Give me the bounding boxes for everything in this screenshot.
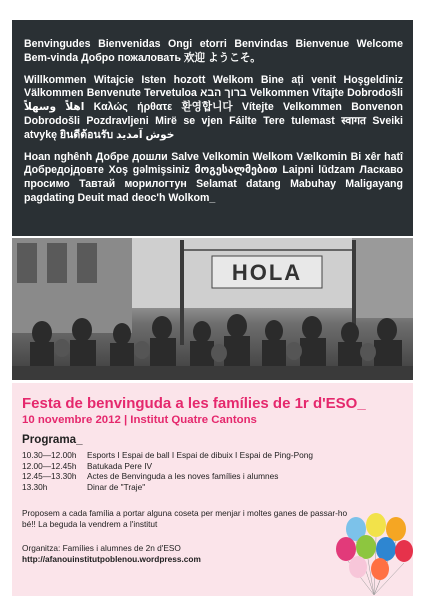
- event-date-venue: 10 novembre 2012 | Institut Quatre Cantons: [22, 414, 257, 426]
- schedule-row: [22, 482, 313, 493]
- schedule-time: 12.45—13.30h: [22, 471, 77, 482]
- welcome-panel: [12, 20, 413, 236]
- blog-link[interactable]: http://afanouinstitutpoblenou.wordpress.com: [22, 553, 201, 564]
- welcome-paragraph-2: Willkommen Witajcie Isten hozott Welkom Bine ați venit Hoşgeldiniz Välkommen Benvenute Tervetuloa ברוך הבא Velkommen Vítajte Dobrodošli اهلاً وسهلاً Καλώς ήρθατε 환영합니다 Vítejte Velkommen Bonvenon Dobrodošli Pozdravljeni Mirë se vjen Fáilte Tere tulemast स्वागत Sveiki atvykę ยินดีต้อนรับ خوش آمدید: [24, 73, 403, 141]
- schedule-time: 13.30h: [22, 481, 48, 492]
- welcome-paragraph-3: Hoan nghênh Добре дошли Salve Velkomin Welkom Vælkomin Bi xêr hatî Добредојдовте Xoş gəlmişsiniz მოგესალმებით Laipni lūdzam Ласкаво просимо Тавтай морилогтун Selamat datang Mabuhay Maligayang pagdating Deuit mad deoc'h Wolkom_: [24, 150, 403, 204]
- schedule-time: 10.30—12.00h: [22, 450, 77, 460]
- balloons-illustration: [334, 511, 414, 596]
- event-title: Festa de benvinguda a les famílies de 1r d'ESO_: [22, 395, 366, 412]
- hola-photo: [12, 238, 413, 380]
- organizer-block: [22, 543, 201, 564]
- schedule-time: 12.00—12.45h: [22, 460, 77, 471]
- program-heading: Programa_: [22, 433, 83, 446]
- schedule-row: [22, 471, 313, 482]
- organizer-text: Organitza: Famílies i alumnes de 2n d'ESO: [22, 543, 181, 553]
- invitation-text: Proposem a cada família a portar alguna coseta per menjar i moltes ganes de passar-ho bé!! La beguda la vendrem a l'institut: [22, 508, 348, 529]
- schedule-activity: Dinar de "Traje": [87, 481, 146, 492]
- welcome-paragraph-1: Benvingudes Bienvenidas Ongi etorri Benvindas Bienvenue Welcome Bem-vinda Добро пожаловать 欢迎 ようこそ。: [24, 38, 403, 64]
- crowd-photo-illustration: [12, 238, 413, 380]
- schedule-row: [22, 450, 313, 461]
- schedule-list: [22, 450, 313, 492]
- schedule-activity: Actes de Benvinguda a les noves famílies i alumnes: [87, 471, 279, 482]
- schedule-activity: Esports I Espai de ball I Espai de dibuix I Espai de Ping-Pong: [87, 450, 313, 460]
- program-panel: [12, 383, 413, 596]
- banner-sign: HOLA: [231, 260, 303, 285]
- schedule-row: [22, 461, 313, 472]
- schedule-activity: Batukada Pere IV: [87, 460, 153, 471]
